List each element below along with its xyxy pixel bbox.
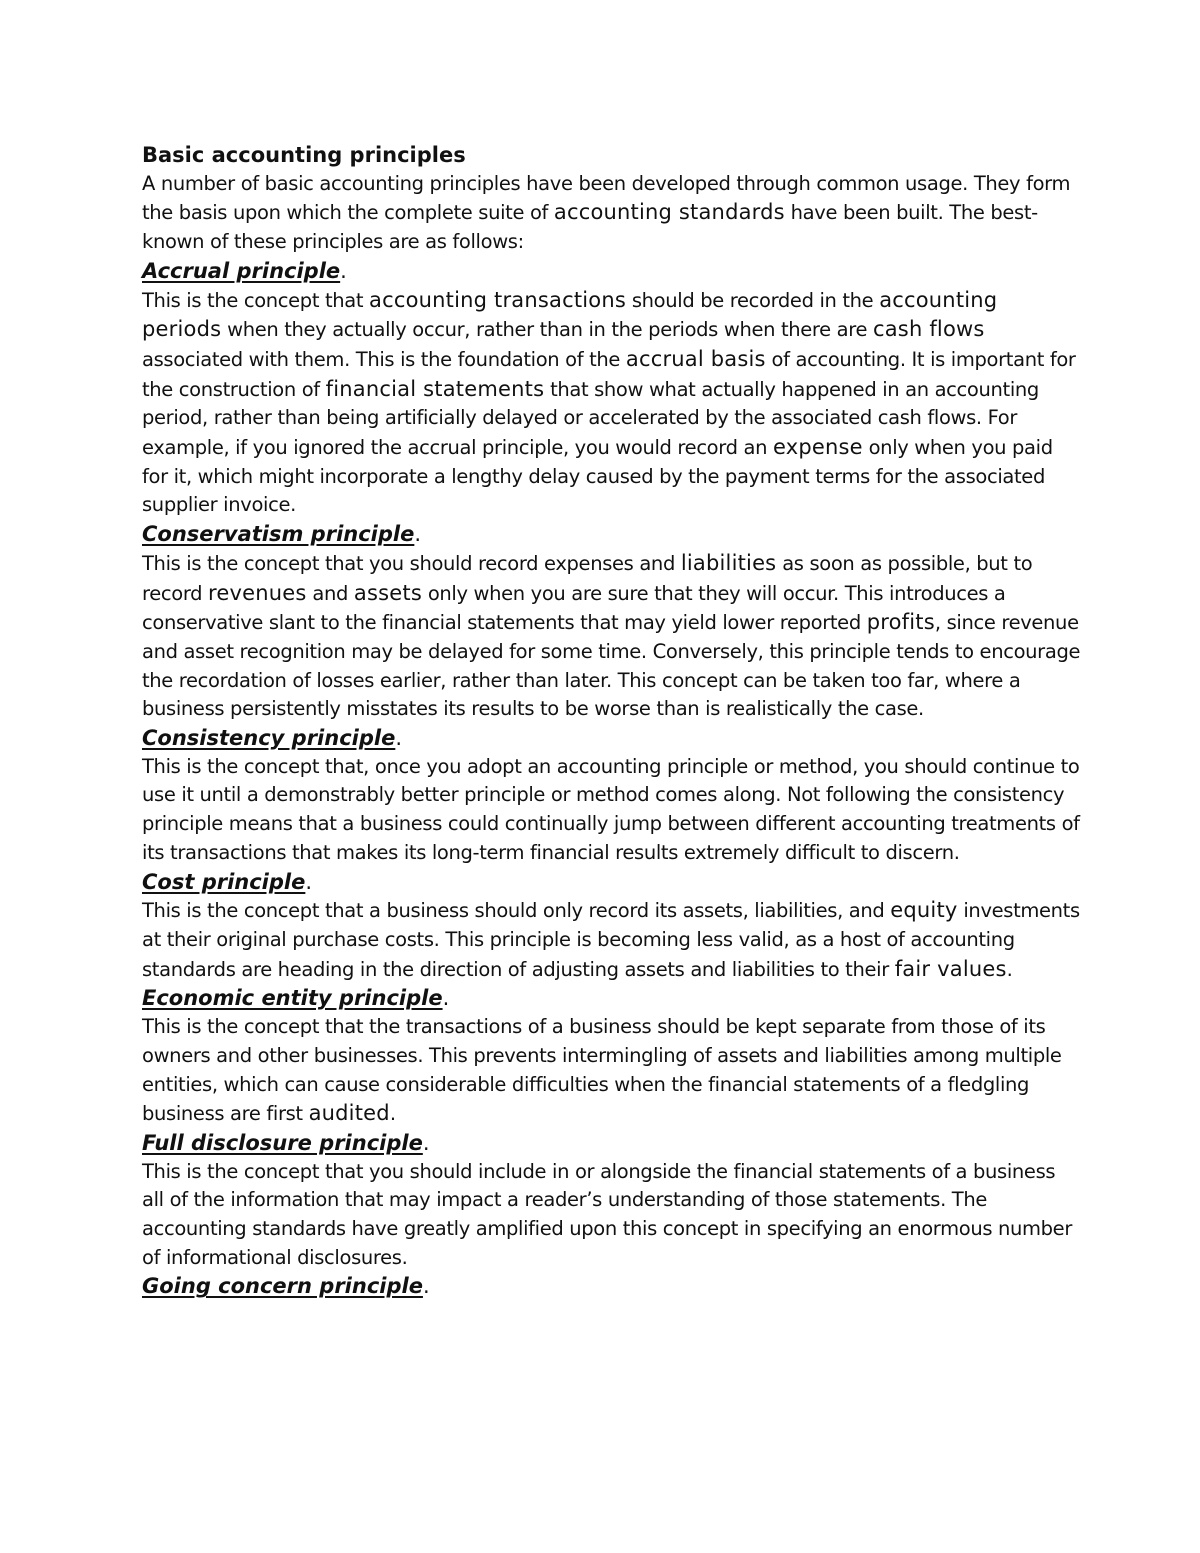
- text-run: This is the concept that, once you adopt an accounting principle or method, you should continue to use it until a demonstrably better principle or method comes along. Not following the consistency principle means that a business could continually jump between different accounting treatments of its transactions that makes its long-term financial results extremely difficult to discern.: [142, 754, 1080, 864]
- section-paragraph: [142, 286, 1082, 521]
- text-run: This is the concept that: [142, 288, 370, 312]
- section-heading: [142, 520, 1082, 549]
- text-run: , since revenue and asset recognition may be delayed for some time. Conversely, this principle tends to encourage the recordation of losses earlier, rather than later. This concept can be taken too far, where a business persistently misstates its results to be worse than is realistically the case.: [142, 611, 1081, 721]
- sections-container: [142, 257, 1082, 1301]
- text-run: .: [1006, 957, 1013, 981]
- document-body: [142, 141, 1082, 1301]
- section-heading: [142, 1129, 1082, 1158]
- section-paragraph: [142, 1158, 1082, 1273]
- term-link-text: assets: [353, 580, 422, 605]
- text-run: only when you are sure that they will occur. This introduces a conservative slant to the financial statements that may yield lower reported: [142, 581, 1006, 635]
- section-paragraph: [142, 753, 1082, 868]
- term-link-text: equity: [890, 898, 958, 923]
- text-run: This is the concept that you should record expenses and: [142, 551, 681, 575]
- section-heading-text: Cost principle: [142, 869, 306, 894]
- term-link-text: accounting periods: [142, 287, 998, 342]
- section-heading-text: Consistency principle: [142, 726, 396, 751]
- section-paragraph: [142, 896, 1082, 984]
- term-link-text: expense: [772, 435, 863, 460]
- section-heading-text: Going concern principle: [142, 1274, 423, 1299]
- section-heading-text: Conservatism principle: [142, 522, 415, 547]
- section-heading-text: Economic entity principle: [142, 986, 443, 1011]
- document-title: Basic accounting principles: [142, 143, 466, 167]
- section-heading-punct: .: [414, 522, 422, 547]
- section-heading-text: Full disclosure principle: [142, 1130, 423, 1155]
- section-heading: [142, 257, 1082, 286]
- term-link-text: revenues: [208, 580, 307, 605]
- text-run: investments at their original purchase costs. This principle is becoming less valid, as a host of accounting standards are heading in the direction of adjusting assets and liabilities to their: [142, 899, 1080, 981]
- text-run: associated with them. This is the foundation of the: [142, 347, 626, 371]
- section-heading-punct: .: [340, 258, 347, 283]
- section-heading-punct: .: [305, 869, 313, 894]
- term-link-text: profits: [866, 610, 935, 635]
- section-heading: [142, 868, 1082, 897]
- section-paragraph: [142, 549, 1082, 724]
- term-link-text: financial statements: [325, 376, 545, 401]
- term-link-text: fair values: [894, 956, 1007, 981]
- term-link-text: accounting transactions: [369, 287, 627, 312]
- text-run: This is the concept that a business should only record its assets, liabilities, and: [142, 899, 891, 923]
- term-link-text: cash flows: [872, 317, 985, 342]
- text-run: that show what actually happened in an accounting period, rather than being artificially delayed or accelerated by the associated cash flows. For example, if you ignored the accrual principle, you would record an: [142, 377, 1039, 460]
- section-heading-punct: .: [442, 986, 450, 1011]
- text-run: and: [306, 581, 354, 605]
- term-link-text: audited: [308, 1101, 390, 1126]
- section-paragraph: [142, 1013, 1082, 1129]
- text-run: of accounting. It is important for the construction of: [142, 347, 1076, 401]
- text-run: as soon as possible, but to record: [142, 551, 1033, 605]
- text-run: have been built. The best-known of these principles are as follows:: [142, 201, 1038, 254]
- term-link-text: liabilities: [680, 550, 777, 575]
- section-heading: [142, 1272, 1082, 1301]
- text-run: This is the concept that you should include in or alongside the financial statements of a business all of the information that may impact a reader’s understanding of those statements. The accounting standards have greatly amplified upon this concept in specifying an enormous number of informational disclosures.: [142, 1159, 1072, 1269]
- text-run: .: [389, 1102, 396, 1126]
- section-heading: [142, 724, 1082, 753]
- text-run: only when you paid for it, which might incorporate a lengthy delay caused by the payment terms for the associated supplier invoice.: [142, 436, 1053, 517]
- text-run: A number of basic accounting principles have been developed through common usage. They form the basis upon which the complete suite of: [142, 171, 1071, 225]
- section-heading-punct: .: [422, 1130, 430, 1155]
- text-run: This is the concept that the transactions of a business should be kept separate from those of its owners and other businesses. This prevents intermingling of assets and liabilities among multiple entities, which can cause considerable difficulties when the financial statements of a fledgling business are first: [142, 1015, 1062, 1126]
- text-run: when they actually occur, rather than in the periods when there are: [221, 318, 873, 342]
- intro-paragraph: [142, 170, 1082, 257]
- section-heading-punct: .: [395, 726, 403, 751]
- section-heading-text: Accrual principle: [142, 258, 341, 283]
- term-link-text: accrual basis: [625, 346, 766, 371]
- text-run: should be recorded in the: [626, 288, 880, 312]
- term-link-text: accounting standards: [553, 200, 785, 225]
- section-heading-punct: .: [422, 1274, 430, 1299]
- section-heading: [142, 984, 1082, 1013]
